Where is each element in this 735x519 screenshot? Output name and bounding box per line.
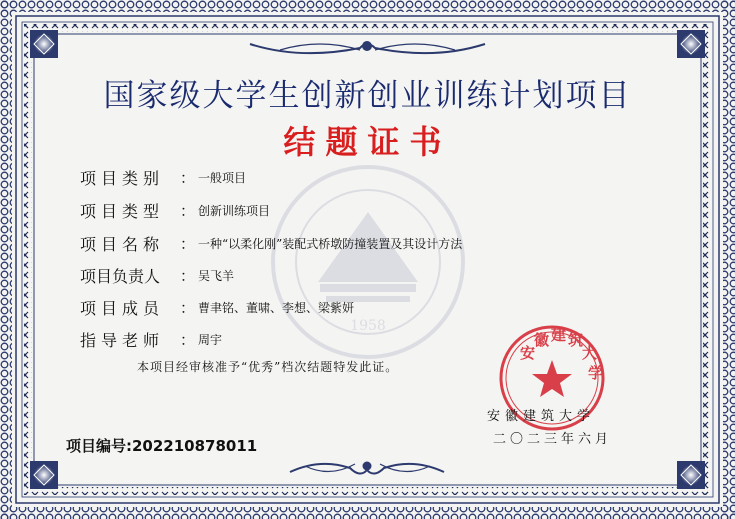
issuer-name: 安徽建筑大学 [487,409,596,424]
certificate-title: 国家级大学生创新创业训练计划项目 [103,78,632,114]
field-label: 项目负责人 [80,266,161,286]
field-label: 项目类别 [80,168,165,188]
svg-text:大: 大 [582,344,598,362]
field-colon: ： [180,266,196,285]
university-emblem-watermark [273,167,463,357]
field-row-category [80,162,246,192]
svg-text:学: 学 [588,364,604,382]
field-value: 创新训练项目 [198,203,271,218]
field-value: 曹聿铭、董啸、李想、梁紫妍 [198,300,355,315]
bottom-flourish-icon [290,463,444,474]
svg-text:徽: 徽 [534,331,550,349]
issue-date: 二〇二三年六月 [493,432,613,447]
field-row-type [80,195,270,225]
seal-star-icon [532,360,572,397]
corner-ornament-top-left-icon [30,30,58,58]
certificate-subtitle: 结题证书 [283,123,452,161]
field-row-advisor [80,324,222,354]
field-label: 项目类型 [80,201,165,221]
field-row-members [80,292,354,322]
field-colon: ： [180,168,196,187]
svg-text:建: 建 [551,326,567,344]
field-label: 项目成员 [80,298,165,318]
field-colon: ： [180,330,196,349]
field-value: 吴飞羊 [198,268,235,283]
field-row-name [80,228,462,258]
field-value: 一种“以柔化刚”装配式桥墩防撞装置及其设计方法 [198,236,463,251]
top-flourish-icon [250,42,485,53]
field-row-leader [80,260,234,290]
corner-ornament-bottom-left-icon [30,461,58,489]
field-label: 项目名称 [80,234,165,254]
field-value: 周宇 [198,332,223,347]
emblem-year: 1958 [350,318,386,334]
field-colon: ： [180,201,196,220]
field-value: 一般项目 [198,170,247,185]
svg-text:筑: 筑 [568,331,584,349]
project-number: 项目编号:202210878011 [66,437,258,455]
corner-ornament-bottom-right-icon [677,461,705,489]
field-label: 指导老师 [80,330,165,350]
svg-text:安: 安 [520,344,536,362]
field-colon: ： [180,234,196,253]
corner-ornament-top-right-icon [677,30,705,58]
field-colon: ： [180,298,196,317]
certificate-statement: 本项目经审核准予“优秀”档次结题特发此证。 [137,360,399,374]
